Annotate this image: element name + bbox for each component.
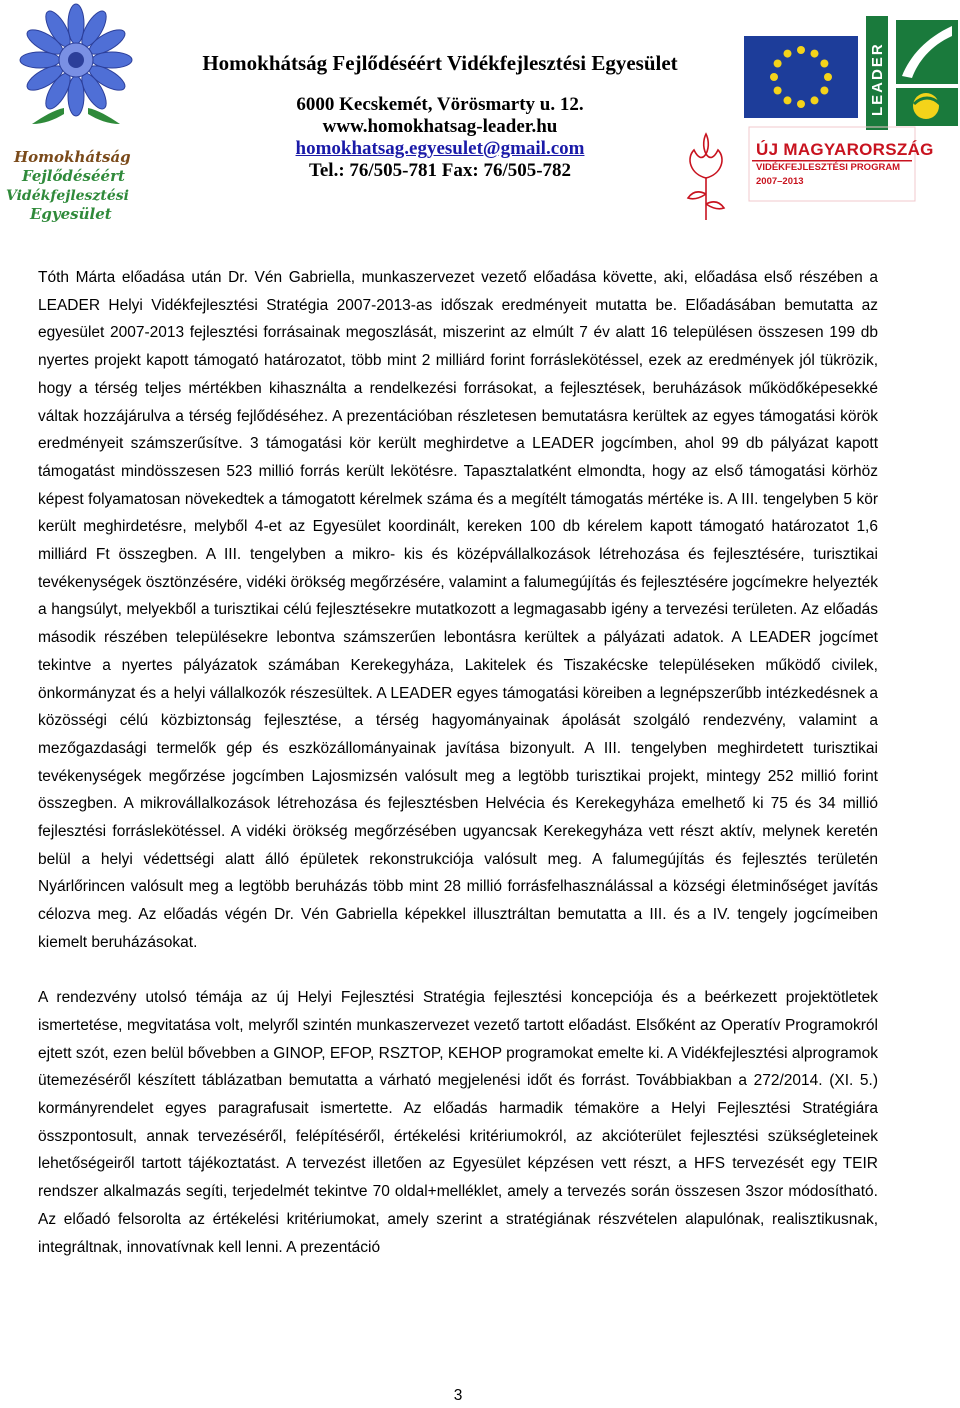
umvp-subtitle: VIDÉKFEJLESZTÉSI PROGRAM bbox=[756, 162, 901, 173]
organization-address: 6000 Kecskemét, Vörösmarty u. 12. bbox=[296, 94, 584, 115]
organization-phone-fax: Tel.: 76/505-781 Fax: 76/505-782 bbox=[308, 160, 572, 181]
leader-logo bbox=[866, 16, 960, 130]
paragraph-leader-results: Tóth Márta előadása után Dr. Vén Gabriella, munkaszervezet vezető előadása követte, aki, előadása első részében a LEADER Helyi Vidékfejlesztési Stratégia 2007-2013-as időszak eredményeit mutatta be. Előadásában bemutatta az egyesület 2007-2013 fejlesztési forrásainak megoszlását, miszerint az elmúlt 7 év alatt 16 településen összesen 199 db nyertes projekt kapott támogató határozatot, több mint 2 milliárd forint forráslekötéssel, ezek az eredmények jól tükrözik, hogy a térség teljes mértékben kihasználta a rendelkezési forrásokat, a fejlesztések, beruházások működőképesekké váltak hozzájárulva a térség fejlődéséhez. A prezentációban részletesen bemutatásra kerültek az egyes támogatási körök eredményeit számszerűsítve. 3 támogatási kör került meghirdetve a LEADER jogcímben, ahol 99 db pályázat kapott támogatást mindösszesen 523 millió forrás került lekötésre. Tapasztalatként elmondta, hogy az első támogatási körhöz képest folyamatosan növekedtek a támogatott kérelmek száma és a megítélt támogatás mértéke is. A III. tengelyben 5 kör került meghirdetésre, melyből 4-et az Egyesület koordinált, kereken 100 db kérelem kapott támogató határozatot 1,6 milliárd Ft összegben. A III. tengelyben a mikro- kis és középvállalkozások létrehozása és fejlesztésére, turisztikai tevékenységek ösztönzésére, vidéki örökség megőrzésére, valamint a falumegújítás és fejlesztésére jogcímekre helyezték a hangsúlyt, melyekből a turisztikai célú fejlesztésekre mutatkozott a legmagasabb igény a tervezési területen. Az előadás második részében településekre lebontva számszerűen lebontásra kerültek a pályázati adatok. A LEADER jogcímet tekintve a nyertes pályázatok számában Kerekegyháza, Lakitelek és Tiszakécske településeken működő civilek, önkormányzat és a helyi vállalkozók részesültek. A LEADER egyes támogatási köreiben a legnépszerűbb intézkedésnek a közösségi célú közbiztonság fejlesztése, a térség hagyományainak ápolását szolgáló rendezvény, valamint a mezőgazdasági termelők gép és eszközállományainak javítása bizonyult. A III. tengelyben meghirdetett turisztikai tevékenységek megőrzése jogcímben Lajosmizsén valósult meg a legtöbb turisztikai projekt, mintegy 252 millió forint összegben. A mikrovállalkozások létrehozása és fejlesztésben Helvécia és Kerekegyháza emelhető ki 75 és 34 millió fejlesztési forráslekötéssel. A vidéki örökség megőrzésében ugyancsak Kerekegyháza vett részt aktív, melynek keretén belül a helyi védettségi alatt álló épületek rekonstrukciója valósult meg. A falumegújítás és fejlesztés területén Nyárlőrincen valósult meg a legtöbb beruházás több mint 28 millió forrásfelhasználással a községi életminőséget javítás célozva meg. Az előadás végén Dr. Vén Gabriella képekkel illusztráltan bemutatta a III. és a IV. tengely jogcímeiben kiemelt beruházásokat. bbox=[38, 269, 878, 951]
document-body bbox=[38, 264, 878, 1261]
svg-text:LEADER: LEADER bbox=[869, 42, 886, 116]
svg-text:Vidékfejlesztési: Vidékfejlesztési bbox=[6, 188, 129, 204]
svg-text:Egyesület: Egyesület bbox=[30, 205, 112, 223]
eu-flag-icon bbox=[744, 36, 858, 118]
organization-name: Homokhátság Fejlődéséért Vidékfejlesztési Egyesület bbox=[202, 51, 678, 75]
rose-logo-icon bbox=[676, 128, 736, 224]
organization-contact bbox=[200, 48, 680, 182]
association-logo bbox=[4, 2, 146, 230]
letterhead bbox=[0, 0, 960, 240]
paragraph-new-strategy: A rendezvény utolsó témája az új Helyi Fejlesztési Stratégia fejlesztési koncepciója és a beérkezett projektötletek ismertetése, megvitatása volt, melyről szintén munkaszervezet vezető tartott előadást. Elsőként az Operatív Programokról ejtett szót, ezen belül bővebben a GINOP, EFOP, RSZTOP, KEHOP programokat emelte ki. A Vidékfejlesztési alprogramok ütemezéséről készített táblázatban bemutatta a várható megjelenési időt és forrást. Továbbiakban a 272/2014. (XI. 5.) kormányrendelet egyes paragrafusait ismertette. Az előadás harmadik témaköre a Helyi Fejlesztési Stratégiára összpontosult, annak tervezéséről, felépítéséről, értékelési kritériumokról, az akcióterület fejlesztési szükségleteinek lehetőségeiről tartott tájékoztatást. A tervezést illetően az Egyesület képzésen vett részt, a HFS tervezését egy TEIR rendszer alkalmazás segíti, terjedelmét tekintve 70 oldal+melléklet, amely a tervezés során összesen 3szor módosítható. Az előadó felsorolta az értékelési kritériumokat, amely szerint a stratégiának részvételen alapulónak, realisztikusnak, integráltnak, innovatívnak kell lenni. A prezentáció bbox=[38, 989, 879, 1256]
organization-website[interactable]: www.homokhatsag-leader.hu bbox=[322, 116, 558, 137]
umvp-years: 2007–2013 bbox=[756, 176, 804, 187]
svg-text:Homokhátság: Homokhátság bbox=[14, 148, 131, 166]
page-number: 3 bbox=[453, 1387, 463, 1404]
organization-email-link[interactable]: homokhatsag.egyesulet@gmail.com bbox=[295, 138, 585, 159]
leader-logo-icon bbox=[866, 16, 960, 130]
uj-magyarorszag-logo bbox=[748, 126, 934, 202]
cornflower-logo-icon bbox=[4, 2, 146, 230]
svg-text:Fejlődéséért: Fejlődéséért bbox=[22, 167, 125, 185]
umvp-title: ÚJ MAGYARORSZÁG bbox=[756, 140, 934, 159]
